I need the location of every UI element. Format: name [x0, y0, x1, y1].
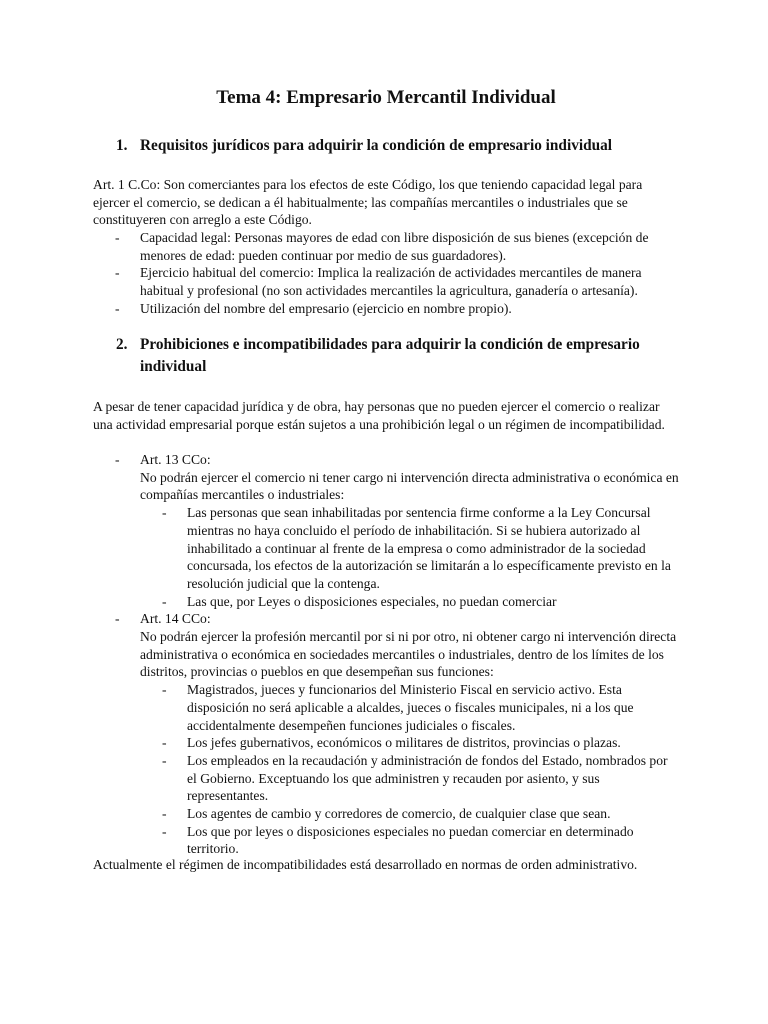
- dash-bullet: -: [115, 265, 120, 281]
- list-item: [140, 823, 679, 858]
- list-item: [93, 229, 679, 264]
- dash-bullet: -: [115, 300, 120, 316]
- section-2-intro: A pesar de tener capacidad jurídica y de obra, hay personas que no pueden ejercer el comercio o realizar una actividad empresarial porque están sujetos a una prohibición legal o un régimen de incompatibilidad.: [93, 399, 665, 432]
- article-text: No podrán ejercer el comercio ni tener cargo ni intervención directa administrativa o económica en compañías mercantiles o industriales:: [140, 469, 679, 503]
- dash-bullet: -: [162, 752, 167, 768]
- dash-bullet: -: [115, 230, 120, 245]
- list-item: [140, 805, 679, 823]
- list-item: [93, 264, 679, 299]
- dash-bullet: -: [162, 593, 167, 609]
- list-item-text: Los jefes gubernativos, económicos o militares de distritos, provincias o plazas.: [187, 735, 621, 751]
- list-item-text: Magistrados, jueces y funcionarios del Ministerio Fiscal en servicio activo. Esta disposición no será aplicable a alcaldes, jueces o fiscales municipales, ni a los que accidentalmente desempeñen funciones judiciales o fiscales.: [187, 682, 634, 733]
- dash-bullet: -: [162, 735, 167, 751]
- list-item-text: Los empleados en la recaudación y administración de fondos del Estado, nombrados por el Gobierno. Exceptuando los que administren y recauden por asiento, y sus representantes.: [187, 752, 668, 804]
- section-2-heading-text: Prohibiciones e incompatibilidades para adquirir la condición de empresario individual: [140, 336, 640, 375]
- section-1-intro: Art. 1 C.Co: Son comerciantes para los efectos de este Código, los que teniendo capacidad legal para ejercer el comercio, se dedican a él habitualmente; las compañías mercantiles o industriales que se constituyeren con arreglo a este Código.: [93, 177, 643, 228]
- section-2-closing: Actualmente el régimen de incompatibilidades está desarrollado en normas de orden administrativo.: [93, 857, 638, 872]
- dash-bullet: -: [162, 505, 167, 521]
- list-item: [93, 300, 679, 318]
- article-label: Art. 13 CCo:: [140, 452, 211, 467]
- list-item-text: Los agentes de cambio y corredores de comercio, de cualquier clase que sean.: [187, 806, 611, 822]
- list-item-text: Los que por leyes o disposiciones especiales no puedan comerciar en determinado territorio.: [187, 823, 634, 857]
- dash-bullet: -: [162, 823, 167, 839]
- list-item-text: Las personas que sean inhabilitadas por sentencia firme conforme a la Ley Concursal mientras no haya concluido el período de inhabilitación. Si se hubiera autorizado al inhabilitado a continuar al frente de la empresa o como administrador de la sociedad concursada, los efectos de la autorización se limitarán a lo específicamente previsto en la resolución judicial que la contenga.: [187, 505, 671, 591]
- section-2-article-list: [93, 451, 679, 858]
- section-2-heading: [116, 334, 660, 377]
- list-item-text: Capacidad legal: Personas mayores de edad con libre disposición de sus bienes (excepción de menores de edad: pueden continuar por medio de sus guardadores).: [140, 230, 649, 263]
- dash-bullet: -: [162, 682, 167, 698]
- list-item: [140, 681, 679, 734]
- section-1-heading: [116, 135, 660, 157]
- list-item-text: Ejercicio habitual del comercio: Implica la realización de actividades mercantiles de manera habitual y profesional (no son actividades mercantiles la agricultura, ganadería o artesanía).: [140, 265, 642, 299]
- dash-bullet: -: [115, 452, 120, 467]
- section-1-bullet-list: [93, 229, 679, 318]
- list-item: [140, 752, 679, 805]
- article-label: Art. 14 CCo:: [140, 611, 211, 627]
- list-item: [140, 504, 679, 593]
- document-title: Tema 4: Empresario Mercantil Individual: [216, 87, 556, 108]
- section-1-number: 1.: [116, 137, 128, 154]
- dash-bullet: -: [162, 806, 167, 822]
- list-item-text: Las que, por Leyes o disposiciones especiales, no puedan comerciar: [187, 593, 557, 609]
- section-1-heading-text: Requisitos jurídicos para adquirir la condición de empresario individual: [140, 137, 612, 154]
- dash-bullet: -: [115, 611, 120, 627]
- article-text: No podrán ejercer la profesión mercantil por si ni por otro, ni obtener cargo ni intervención directa administrativa o económica en sociedades mercantiles o industriales, dentro de los límites de los distritos, provincias o pueblos en que desempeñan sus funciones:: [140, 629, 677, 680]
- list-item-art14: [93, 610, 679, 858]
- art13-sub-list: [140, 504, 679, 610]
- section-2-number: 2.: [116, 336, 128, 353]
- list-item-art13: [93, 451, 679, 610]
- list-item: [140, 593, 679, 611]
- list-item: [140, 734, 679, 752]
- art14-sub-list: [140, 681, 679, 858]
- list-item-text: Utilización del nombre del empresario (ejercicio en nombre propio).: [140, 300, 512, 316]
